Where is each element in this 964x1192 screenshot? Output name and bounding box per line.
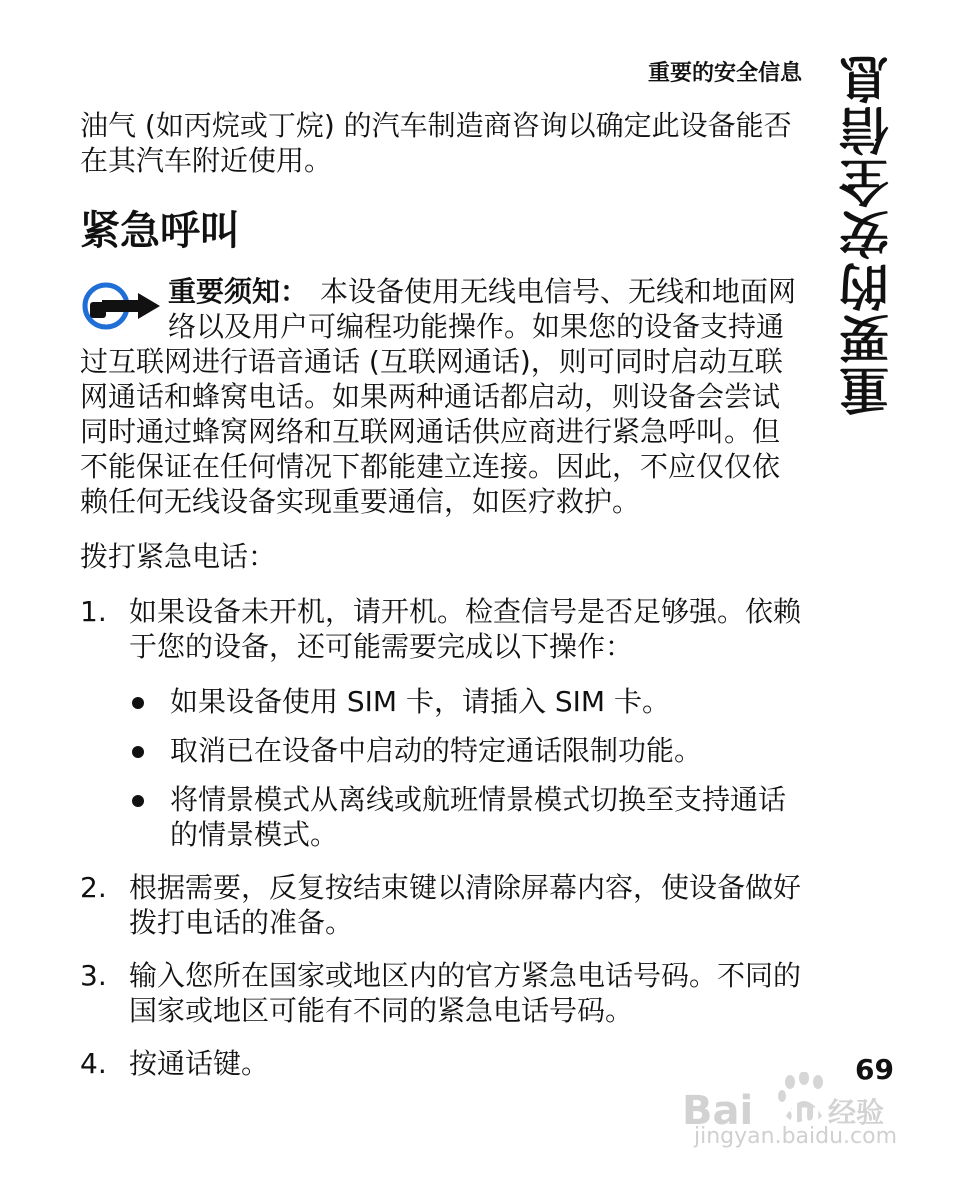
bullet-text: 取消已在设备中启动的特定通话限制功能。 <box>170 734 703 767</box>
important-notice <box>80 274 806 519</box>
step-item <box>80 958 806 1028</box>
bullet-item <box>129 733 806 768</box>
svg-text:du: du <box>778 1097 821 1132</box>
bullet-dot <box>132 795 144 807</box>
section-heading: 紧急呼叫 <box>80 208 240 254</box>
sub-bullet-list <box>129 684 806 852</box>
baidu-paw-logo-icon <box>682 1072 888 1132</box>
bullet-dot <box>132 746 144 758</box>
page-content <box>80 108 806 1099</box>
bullet-text: 将情景模式从离线或航班情景模式切换至支持通话的情景模式。 <box>170 783 787 851</box>
side-chapter-title: 重要的安全信息 <box>839 52 897 416</box>
bullet-item <box>129 782 806 852</box>
step-number: 2. <box>80 871 107 904</box>
step-number: 1. <box>80 595 107 628</box>
svg-text:经验: 经验 <box>828 1096 885 1129</box>
baidu-watermark <box>682 1050 912 1154</box>
watermark-url: jingyan.baidu.com <box>694 1124 898 1149</box>
bullet-dot <box>132 697 144 709</box>
step-text: 按通话键。 <box>129 1047 270 1080</box>
bullet-item <box>129 684 806 719</box>
step-item <box>80 594 806 852</box>
svg-text:Bai: Bai <box>682 1088 754 1132</box>
step-number: 4. <box>80 1047 107 1080</box>
steps-list <box>80 594 806 1081</box>
step-text: 输入您所在国家或地区内的官方紧急电话号码。不同的国家或地区可能有不同的紧急电话号码。 <box>129 959 802 1027</box>
step-item <box>80 870 806 940</box>
bullet-text: 如果设备使用 SIM 卡，请插入 SIM 卡。 <box>170 685 670 718</box>
notice-text: 本设备使用无线电信号、无线和地面网络以及用户可编程功能操作。如果您的设备支持通过互联网进行语音通话 (互联网通话)，则可同时启动互联网通话和蜂窝电话。如果两种通话都启动，则设备会尝试同时通过蜂窝网络和互联网通话供应商进行紧急呼叫。但不能保证在任何情况下都能建立连接。因此，不应仅仅依赖任何无线设备实现重要通信，如医疗救护。 <box>80 275 797 518</box>
step-text: 如果设备未开机，请开机。检查信号是否足够强。依赖于您的设备，还可能需要完成以下操作： <box>129 595 802 663</box>
step-text: 根据需要，反复按结束键以清除屏幕内容，使设备做好拨打电话的准备。 <box>129 871 802 939</box>
notice-label: 重要须知： <box>168 275 309 308</box>
intro-paragraph: 油气 (如丙烷或丁烷) 的汽车制造商咨询以确定此设备能否在其汽车附近使用。 <box>80 109 792 177</box>
instructions-lead: 拨打紧急电话： <box>80 540 277 573</box>
page-number: 69 <box>855 1053 894 1086</box>
running-header: 重要的安全信息 <box>647 61 802 86</box>
pointing-hand-icon <box>80 272 164 340</box>
step-number: 3. <box>80 959 107 992</box>
